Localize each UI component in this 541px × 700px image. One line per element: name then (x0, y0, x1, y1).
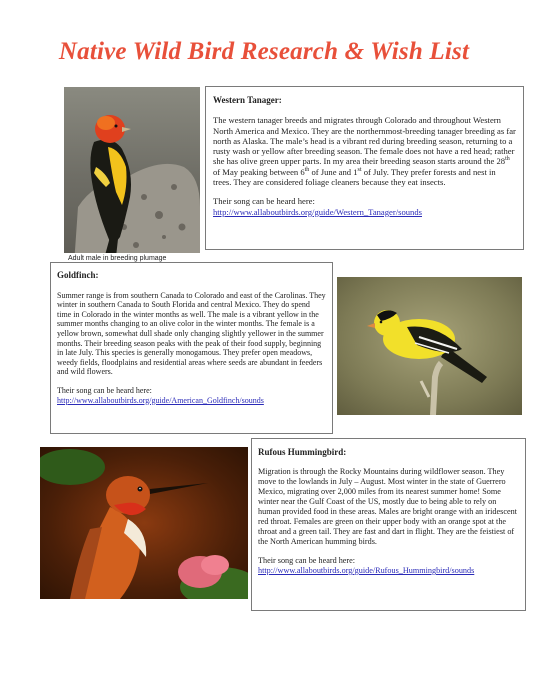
goldfinch-photo (337, 277, 522, 415)
rufous-hummingbird-photo (40, 447, 248, 599)
western-tanager-heading: Western Tanager: (213, 95, 282, 105)
page-title: Native Wild Bird Research & Wish List (58, 38, 470, 65)
song-intro: Their song can be heard here: (57, 385, 152, 395)
goldfinch-box (50, 262, 333, 434)
western-tanager-box (205, 86, 524, 250)
western-tanager-song-link[interactable]: http://www.allaboutbirds.org/guide/Western_Tanager/sounds (213, 206, 422, 217)
western-tanager-description: The western tanager breeds and migrates through Colorado and throughout Western North America and Mexico. They are the northernmost-breeding tanager breeding as far north as Alaska. The male’s head is a vibrant red during breeding season, returning to a rusty wash or yellow after breeding season. The female does not have a red head; rather she has olive green upper parts. In my area their breeding season starts around the 28th of May peaking between 6th of June and 1st of July. They prefer forests and nest in trees. They are considered foliage cleaners because they eat insects. (213, 115, 516, 188)
photo-caption: Adult male in breeding plumage (64, 253, 200, 265)
rufous-hummingbird-song-link[interactable]: http://www.allaboutbirds.org/guide/Rufous_Hummingbird/sounds (258, 566, 475, 575)
rufous-hummingbird-heading: Rufous Hummingbird: (258, 447, 347, 457)
song-intro: Their song can be heard here: (213, 196, 315, 207)
goldfinch-heading: Goldfinch: (57, 270, 99, 280)
goldfinch-description: Summer range is from southern Canada to Colorado and east of the Carolinas. They winter in southern Canada to South Florida and central Mexico. They do spend time in Colorado in the winter months as well. The male is a vibrant yellow in the summer months changing to an olive color in the winter months. The female is a yellow brown, somewhat dull shade only changing slightly yellower in the summer months. Their breeding season peaks with the peak of their food supply, beginning in late July. This species is generally monogamous. They prefer open meadows, weedy fields, floodplains and residential areas where seeds are abundant in feeders and wild flowers. (57, 290, 326, 377)
song-intro: Their song can be heard here: (258, 556, 356, 565)
western-tanager-photo (64, 87, 200, 265)
rufous-hummingbird-box (251, 438, 526, 611)
rufous-hummingbird-description: Migration is through the Rocky Mountains during wildflower season. They move to the lowlands in July – August. Most winter in the state of Guerrero Mexico, migrating over 2,000 miles from its nearest summer home! Some winter near the Gulf Coast of the US, mostly due to being able to rely on human provided food in these areas. Males are bright orange with an iridescent red throat. Females are green on their upper body with an orange spot at the throat and a green tail. They are fast and dart in flight. They are the feistiest of the North American humming birds. (258, 467, 517, 546)
goldfinch-song-link[interactable]: http://www.allaboutbirds.org/guide/American_Goldfinch/sounds (57, 395, 264, 405)
